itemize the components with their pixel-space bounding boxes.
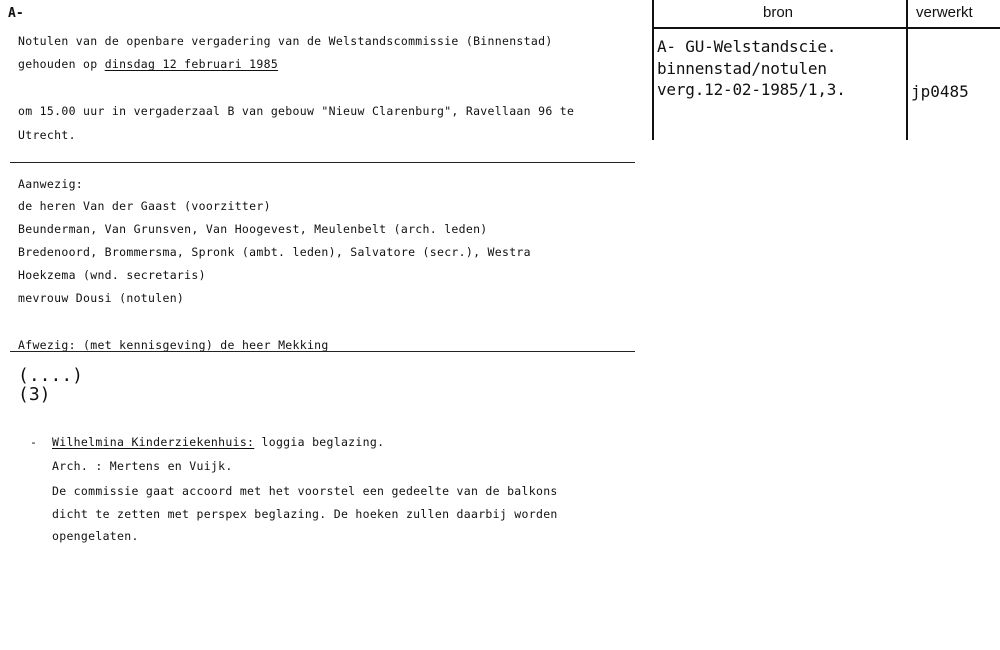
item-architect: Arch. : Mertens en Vuijk. bbox=[52, 459, 233, 473]
present-line: Beunderman, Van Grunsven, Van Hoogevest, Meulenbelt (arch. leden) bbox=[18, 222, 488, 236]
intro-prefix: gehouden op bbox=[18, 57, 105, 71]
item-title: Wilhelmina Kinderziekenhuis: bbox=[52, 435, 255, 449]
stamp-header-rule bbox=[652, 27, 1000, 29]
item-heading bbox=[52, 435, 384, 449]
section-number: (3) bbox=[18, 384, 51, 405]
present-line: Hoekzema (wnd. secretaris) bbox=[18, 268, 206, 282]
item-body-line: dicht te zetten met perspex beglazing. De hoeken zullen daarbij worden bbox=[52, 507, 558, 521]
stamp-processed-code: jp0485 bbox=[911, 82, 969, 101]
item-body-line: De commissie gaat accoord met het voorstel een gedeelte van de balkons bbox=[52, 484, 558, 498]
location-line-2: Utrecht. bbox=[18, 128, 76, 142]
stamp-source-line: A- GU-Welstandscie. bbox=[657, 37, 837, 56]
stamp-source-line: verg.12-02-1985/1,3. bbox=[657, 80, 846, 99]
document-code: A- bbox=[8, 6, 24, 21]
intro-line-2 bbox=[18, 57, 278, 71]
absent-line bbox=[18, 338, 329, 352]
stamp-header-bron: bron bbox=[763, 4, 794, 21]
present-heading: Aanwezig: bbox=[18, 177, 84, 191]
present-line: Bredenoord, Brommersma, Spronk (ambt. leden), Salvatore (secr.), Westra bbox=[18, 245, 531, 259]
stamp-source-line: binnenstad/notulen bbox=[657, 59, 827, 78]
index-stamp-table bbox=[652, 0, 1000, 140]
item-dash: - bbox=[30, 435, 38, 449]
item-body-line: opengelaten. bbox=[52, 529, 139, 543]
divider-absent bbox=[10, 351, 635, 352]
divider-top bbox=[10, 162, 635, 163]
stamp-border-left bbox=[652, 0, 654, 140]
intro-line-1: Notulen van de openbare vergadering van de Welstandscommissie (Binnenstad) bbox=[18, 34, 553, 48]
absent-text: (met kennisgeving) de heer Mekking bbox=[83, 338, 329, 352]
stamp-header-verwerkt: verwerkt bbox=[916, 4, 973, 21]
location-line-1: om 15.00 uur in vergaderzaal B van gebouw "Nieuw Clarenburg", Ravellaan 96 te bbox=[18, 104, 575, 118]
present-line: mevrouw Dousi (notulen) bbox=[18, 291, 185, 305]
item-subject: loggia beglazing. bbox=[261, 435, 385, 449]
present-line: de heren Van der Gaast (voorzitter) bbox=[18, 199, 271, 213]
meeting-date: dinsdag 12 februari 1985 bbox=[104, 57, 279, 71]
absent-label: Afwezig: bbox=[18, 338, 76, 352]
stamp-divider bbox=[906, 0, 908, 140]
ellipsis-marker: (....) bbox=[18, 365, 84, 386]
